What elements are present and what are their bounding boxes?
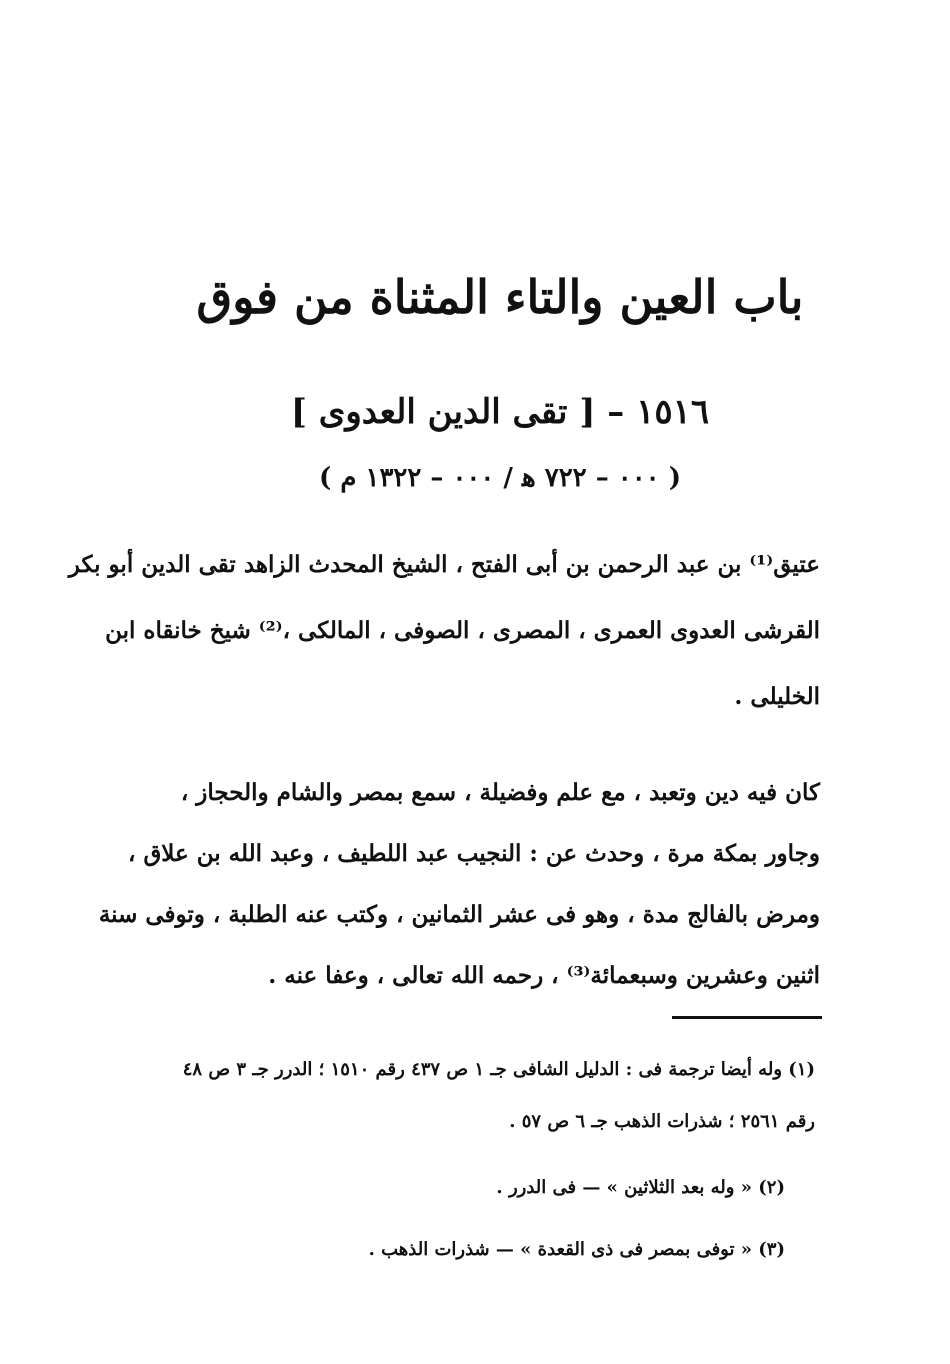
paragraph-line: القرشى العدوى العمرى ، المصرى ، الصوفى ، المالكى ،⁽²⁾ شيخ خانقاه ابن xyxy=(105,617,820,644)
paragraph-line: عتيق⁽¹⁾ بن عبد الرحمن بن أبى الفتح ، الشيخ المحدث الزاهد تقى الدين أبو بكر xyxy=(68,551,820,578)
chapter-title: باب العين والتاء المثناة من فوق xyxy=(196,270,804,324)
paragraph-line: وجاور بمكة مرة ، وحدث عن : النجيب عبد اللطيف ، وعبد الله بن علاق ، xyxy=(128,840,820,867)
footnote-1-line-1: (١) وله أيضا ترجمة فى : الدليل الشافى جـ ١ ص ٤٣٧ رقم ١٥١٠ ؛ الدرر جـ ٣ ص ٤٨ xyxy=(182,1059,815,1080)
biography-paragraph-2 xyxy=(98,768,820,1012)
entry-dates: ( ٠٠٠ – ٧٢٢ ﻫ / ٠٠٠ – ١٣٢٢ م ) xyxy=(318,463,682,493)
paragraph-line: اثنين وعشرين وسبعمائة⁽³⁾ ، رحمه الله تعالى ، وعفا عنه . xyxy=(268,962,820,989)
paragraph-line: ومرض بالفالج مدة ، وهو فى عشر الثمانين ، وكتب عنه الطلبة ، وتوفى سنة xyxy=(98,901,820,928)
paragraph-line: الخليلى . xyxy=(734,683,820,710)
footnote-2: (٢) « وله بعد الثلاثين » — فى الدرر . xyxy=(496,1177,785,1198)
entry-heading: ١٥١٦ – [ تقى الدين العدوى ] xyxy=(290,392,710,432)
footnote-3: (٣) « توفى بمصر فى ذى القعدة » — شذرات الذهب . xyxy=(368,1239,785,1260)
footnote-1-line-2: رقم ٢٥٦١ ؛ شذرات الذهب جـ ٦ ص ٥٧ . xyxy=(509,1111,815,1132)
paragraph-line: كان فيه دين وتعبد ، مع علم وفضيلة ، سمع بمصر والشام والحجاز ، xyxy=(180,779,820,806)
biography-paragraph-1 xyxy=(68,537,820,735)
footnote-divider xyxy=(672,1016,822,1019)
